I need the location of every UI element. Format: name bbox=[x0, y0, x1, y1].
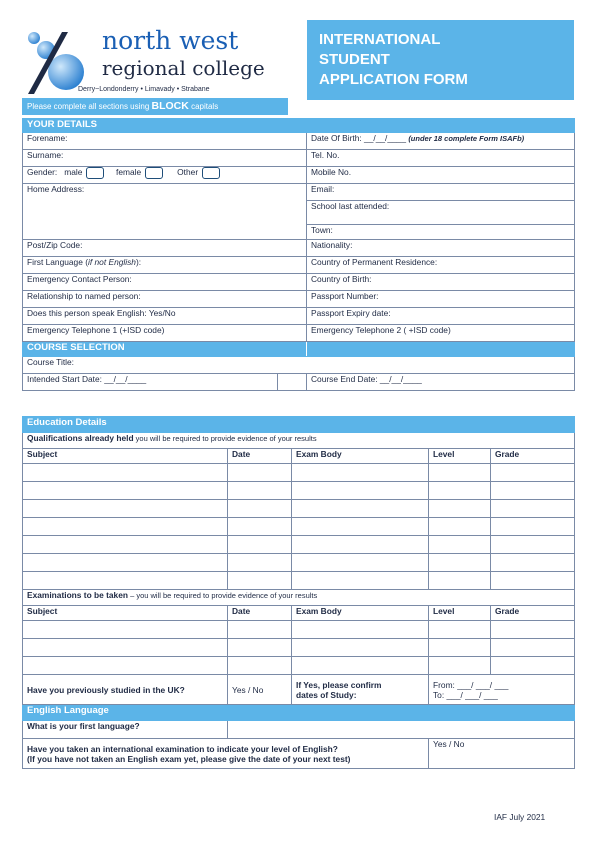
to-date: To: ___/ ___/ ___ bbox=[433, 689, 498, 700]
your-details-table bbox=[22, 118, 575, 391]
speaks-english-field[interactable]: Does this person speak English: Yes/No bbox=[23, 308, 307, 325]
education-header: Education Details bbox=[23, 417, 575, 433]
exam-col-exam-body: Exam Body bbox=[292, 606, 429, 621]
first-language-post: ): bbox=[135, 257, 142, 267]
qual-cell[interactable] bbox=[292, 482, 429, 500]
exam-col-grade: Grade bbox=[491, 606, 575, 621]
intl-exam-answer[interactable]: Yes / No bbox=[429, 739, 575, 769]
surname-field[interactable]: Surname: bbox=[23, 150, 307, 167]
first-language-question: What is your first language? bbox=[23, 721, 228, 739]
prev-uk-question: Have you previously studied in the UK? bbox=[23, 675, 228, 705]
qual-cell[interactable] bbox=[429, 500, 491, 518]
exam-cell[interactable] bbox=[292, 639, 429, 657]
col-exam-body: Exam Body bbox=[292, 449, 429, 464]
qual-cell[interactable] bbox=[429, 518, 491, 536]
qual-cell[interactable] bbox=[491, 518, 575, 536]
town-field[interactable]: Town: bbox=[307, 225, 575, 240]
gender-field bbox=[23, 167, 307, 184]
email-field[interactable]: Email: bbox=[307, 184, 575, 201]
gender-male-checkbox[interactable] bbox=[86, 167, 104, 179]
emergency-tel1-field[interactable]: Emergency Telephone 1 (+ISD code) bbox=[23, 325, 307, 342]
col-level: Level bbox=[429, 449, 491, 464]
prev-dates-field[interactable] bbox=[429, 675, 575, 705]
form-title-box bbox=[307, 20, 574, 100]
qual-cell[interactable] bbox=[429, 554, 491, 572]
col-subject: Subject bbox=[23, 449, 228, 464]
exam-cell[interactable] bbox=[228, 639, 292, 657]
instruction-bold: BLOCK bbox=[151, 100, 189, 112]
instruction-bar bbox=[22, 98, 288, 115]
title-line-2: STUDENT bbox=[319, 51, 390, 68]
qual-cell[interactable] bbox=[23, 518, 228, 536]
qual-cell[interactable] bbox=[292, 518, 429, 536]
qual-cell[interactable] bbox=[228, 464, 292, 482]
exam-cell[interactable] bbox=[491, 621, 575, 639]
qual-cell[interactable] bbox=[491, 500, 575, 518]
first-language-italic: if not English bbox=[88, 257, 136, 267]
qual-cell[interactable] bbox=[491, 482, 575, 500]
qual-cell[interactable] bbox=[292, 554, 429, 572]
intl-exam-line-2: (If you have not taken an English exam yet, please give the date of your next test) bbox=[27, 753, 351, 764]
education-table bbox=[22, 416, 575, 769]
qual-cell[interactable] bbox=[23, 554, 228, 572]
qual-cell[interactable] bbox=[491, 464, 575, 482]
logo-line-2: regional college bbox=[102, 56, 265, 80]
logo-line-1: north west bbox=[102, 26, 239, 55]
emergency-contact-field[interactable]: Emergency Contact Person: bbox=[23, 274, 307, 291]
exams-rest: – you will be required to provide evidence of your results bbox=[128, 591, 318, 600]
prev-dates-line: dates of Study: bbox=[296, 689, 357, 700]
exam-cell[interactable] bbox=[228, 621, 292, 639]
course-header-empty bbox=[307, 342, 575, 357]
course-spacer-cell bbox=[278, 374, 307, 391]
start-date-field[interactable]: Intended Start Date: __/__/____ bbox=[23, 374, 278, 391]
dob-note: (under 18 complete Form ISAFb) bbox=[408, 134, 525, 143]
tel-field[interactable]: Tel. No. bbox=[307, 150, 575, 167]
gender-other-checkbox[interactable] bbox=[202, 167, 220, 179]
qual-cell[interactable] bbox=[292, 464, 429, 482]
qual-cell[interactable] bbox=[228, 518, 292, 536]
gender-female-label: female bbox=[116, 167, 142, 178]
end-date-field[interactable]: Course End Date: __/__/____ bbox=[307, 374, 575, 391]
exam-cell[interactable] bbox=[23, 657, 228, 675]
logo-locations: Derry~Londonderry • Limavady • Strabane bbox=[78, 86, 210, 93]
course-title-field[interactable]: Course Title: bbox=[23, 357, 575, 374]
prev-uk-answer[interactable]: Yes / No bbox=[228, 675, 292, 705]
exam-cell[interactable] bbox=[491, 657, 575, 675]
col-date: Date bbox=[228, 449, 292, 464]
qualifications-bold: Qualifications already held bbox=[27, 433, 134, 443]
prev-confirm-line: If Yes, please confirm bbox=[296, 679, 382, 690]
birth-country-field[interactable]: Country of Birth: bbox=[307, 274, 575, 291]
passport-number-field[interactable]: Passport Number: bbox=[307, 291, 575, 308]
exam-col-level: Level bbox=[429, 606, 491, 621]
residence-field[interactable]: Country of Permanent Residence: bbox=[307, 257, 575, 274]
qual-cell[interactable] bbox=[292, 572, 429, 590]
qual-cell[interactable] bbox=[491, 572, 575, 590]
passport-expiry-field[interactable]: Passport Expiry date: bbox=[307, 308, 575, 325]
exams-caption bbox=[23, 590, 575, 606]
english-header: English Language bbox=[23, 705, 575, 721]
gender-other-label: Other bbox=[177, 167, 199, 178]
col-grade: Grade bbox=[491, 449, 575, 464]
qualifications-caption bbox=[23, 433, 575, 449]
dob-label: Date Of Birth: __/__/____ bbox=[311, 133, 406, 143]
qual-cell[interactable] bbox=[228, 572, 292, 590]
forename-field[interactable]: Forename: bbox=[23, 133, 307, 150]
emergency-tel2-field[interactable]: Emergency Telephone 2 ( +ISD code) bbox=[307, 325, 575, 342]
gender-female-checkbox[interactable] bbox=[145, 167, 163, 179]
intl-exam-question bbox=[23, 739, 429, 769]
footer-version: IAF July 2021 bbox=[494, 812, 546, 822]
first-language-answer[interactable] bbox=[228, 721, 575, 739]
exam-cell[interactable] bbox=[292, 621, 429, 639]
exams-bold: Examinations to be taken bbox=[27, 590, 128, 600]
relationship-field[interactable]: Relationship to named person: bbox=[23, 291, 307, 308]
qual-cell[interactable] bbox=[429, 464, 491, 482]
postcode-field[interactable]: Post/Zip Code: bbox=[23, 240, 307, 257]
mobile-field[interactable]: Mobile No. bbox=[307, 167, 575, 184]
qual-cell[interactable] bbox=[23, 500, 228, 518]
prev-uk-confirm bbox=[292, 675, 429, 705]
school-field[interactable]: School last attended: bbox=[307, 201, 575, 225]
qual-cell[interactable] bbox=[292, 500, 429, 518]
exam-col-subject: Subject bbox=[23, 606, 228, 621]
qual-cell[interactable] bbox=[23, 464, 228, 482]
qual-cell[interactable] bbox=[228, 554, 292, 572]
qual-cell[interactable] bbox=[429, 482, 491, 500]
exam-cell[interactable] bbox=[429, 657, 491, 675]
qual-cell[interactable] bbox=[228, 536, 292, 554]
qual-cell[interactable] bbox=[292, 536, 429, 554]
first-language-pre: First Language ( bbox=[27, 257, 88, 267]
qual-cell[interactable] bbox=[228, 482, 292, 500]
title-line-3: APPLICATION FORM bbox=[319, 71, 468, 88]
qual-cell[interactable] bbox=[23, 536, 228, 554]
college-logo bbox=[22, 26, 265, 96]
instruction-post: capitals bbox=[188, 102, 219, 111]
course-selection-header: COURSE SELECTION bbox=[23, 342, 307, 357]
nationality-field[interactable]: Nationality: bbox=[307, 240, 575, 257]
instruction-pre: Please complete all sections using bbox=[27, 102, 152, 111]
qualifications-rest: you will be required to provide evidence of your results bbox=[133, 434, 317, 443]
qual-cell[interactable] bbox=[491, 536, 575, 554]
exam-cell[interactable] bbox=[228, 657, 292, 675]
qual-cell[interactable] bbox=[23, 572, 228, 590]
exam-cell[interactable] bbox=[429, 621, 491, 639]
title-line-1: INTERNATIONAL bbox=[319, 31, 441, 48]
home-address-field[interactable]: Home Address: bbox=[23, 184, 307, 240]
qual-cell[interactable] bbox=[429, 536, 491, 554]
exam-cell[interactable] bbox=[429, 639, 491, 657]
intl-exam-line-1: Have you taken an international examination to indicate your level of English? bbox=[27, 743, 338, 754]
your-details-header: YOUR DETAILS bbox=[23, 119, 575, 133]
qual-cell[interactable] bbox=[429, 572, 491, 590]
qual-cell[interactable] bbox=[228, 500, 292, 518]
dob-field[interactable] bbox=[307, 133, 575, 150]
qual-cell[interactable] bbox=[491, 554, 575, 572]
exam-cell[interactable] bbox=[292, 657, 429, 675]
gender-label: Gender: bbox=[27, 167, 58, 178]
exam-cell[interactable] bbox=[23, 639, 228, 657]
first-language-field[interactable] bbox=[23, 257, 307, 274]
from-date: From: ___/ ___/ ___ bbox=[433, 679, 509, 690]
qual-cell[interactable] bbox=[23, 482, 228, 500]
exam-cell[interactable] bbox=[491, 639, 575, 657]
gender-male-label: male bbox=[64, 167, 83, 178]
exam-cell[interactable] bbox=[23, 621, 228, 639]
exam-col-date: Date bbox=[228, 606, 292, 621]
